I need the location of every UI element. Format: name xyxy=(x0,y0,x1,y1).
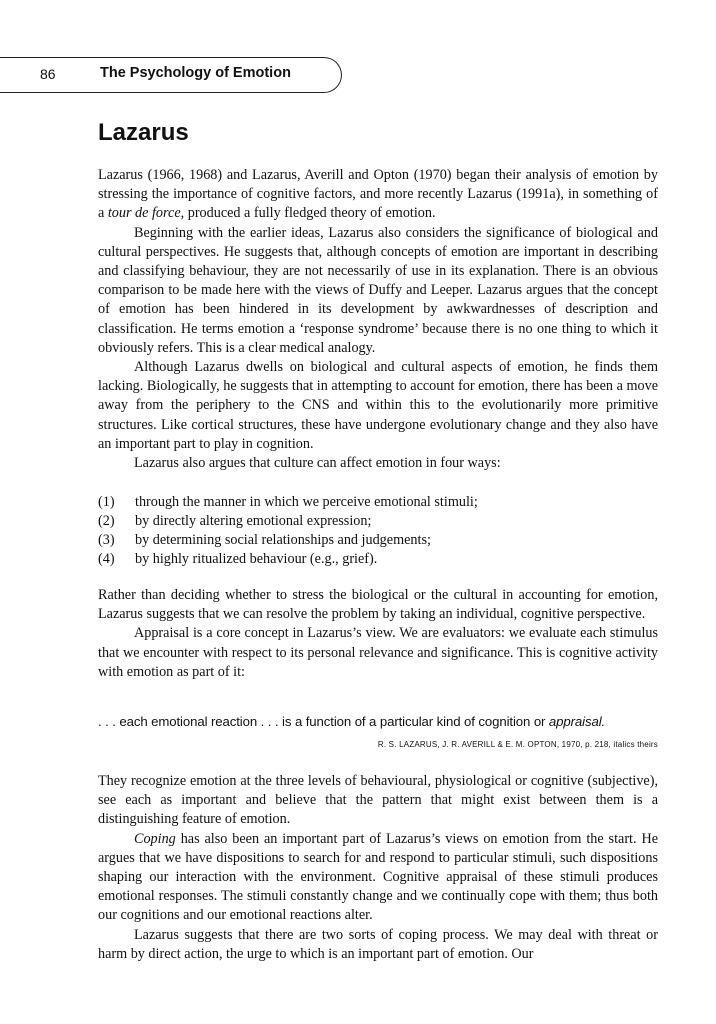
body-text-block-2 xyxy=(98,586,658,682)
paragraph: Although Lazarus dwells on biological and cultural aspects of emotion, he finds them lacking. Biologically, he suggests that in attempting to account for emotion, there has been a move away from the periphery to the CNS and within this to the evolutionarily more primitive structures. Like cortical structures, these have undergone evolutionary change and they also have an important part to play in cognition. xyxy=(98,359,658,452)
paragraph: Lazarus also argues that culture can affect emotion in four ways: xyxy=(134,455,501,472)
culture-effects-list xyxy=(98,493,658,569)
list-item: (2) by directly altering emotional expression; xyxy=(98,513,372,529)
paragraph: Lazarus suggests that there are two sorts of coping process. We may deal with threat or harm by direct action, the urge to which is an important part of emotion. Our xyxy=(98,926,658,962)
paragraph: Coping has also been an important part of Lazarus’s views on emotion from the start. He argues that we have dispositions to search for and respond to particular stimuli, such dispositions shaping our interaction with the environment. Cognitive appraisal of these stimuli produces emotional responses. The stimuli constantly change and we continually cope with them; thus both our cognitions and our emotional reactions alter. xyxy=(98,830,658,924)
running-head: The Psychology of Emotion xyxy=(100,65,291,81)
paragraph: Beginning with the earlier ideas, Lazarus also considers the significance of biological and cultural perspectives. He suggests that, although concepts of emotion are important in describing and classifying behaviour, they are not necessarily of use in its explanation. There is an obvious comparison to be made here with the views of Duffy and Leeper. Lazarus argues that the concept of emotion has been hindered in its development by awkwardnesses of description and classification. He terms emotion a ‘response syndrome’ because there is no one thing to which it obviously refers. This is a clear medical analogy. xyxy=(98,224,658,356)
quote-citation: R. S. LAZARUS, J. R. AVERILL & E. M. OPTON, 1970, p. 218, italics theirs xyxy=(377,740,658,749)
list-item: (3) by determining social relationships and judgements; xyxy=(98,532,431,548)
paragraph: Appraisal is a core concept in Lazarus’s view. We are evaluators: we evaluate each stimulus that we encounter with respect to its personal relevance and significance. This is cognitive activity with emotion as part of it: xyxy=(98,625,658,680)
paragraph: They recognize emotion at the three levels of behavioural, physiological or cognitive (subjective), see each as important and believe that the pattern that might exist between them is a distinguishing feature of emotion. xyxy=(98,773,658,828)
paragraph: Lazarus (1966, 1968) and Lazarus, Averill and Opton (1970) began their analysis of emotion by stressing the importance of cognitive factors, and more recently Lazarus (1991a), in something of a tour de force, produced a fully fledged theory of emotion. xyxy=(98,167,658,222)
body-text-block-1 xyxy=(98,166,658,473)
paragraph: Rather than deciding whether to stress the biological or the cultural in accounting for emotion, Lazarus suggests that we can resolve the problem by taking an individual, cognitive perspective. xyxy=(98,587,658,623)
list-item: (4) by highly ritualized behaviour (e.g., grief). xyxy=(98,551,378,567)
page-number: 86 xyxy=(40,66,56,82)
section-title: Lazarus xyxy=(98,119,189,146)
body-text-block-3 xyxy=(98,772,658,964)
block-quote: . . . each emotional reaction . . . is a function of a particular kind of cognition or appraisal. xyxy=(98,714,606,729)
list-item: (1) through the manner in which we perceive emotional stimuli; xyxy=(98,494,478,510)
